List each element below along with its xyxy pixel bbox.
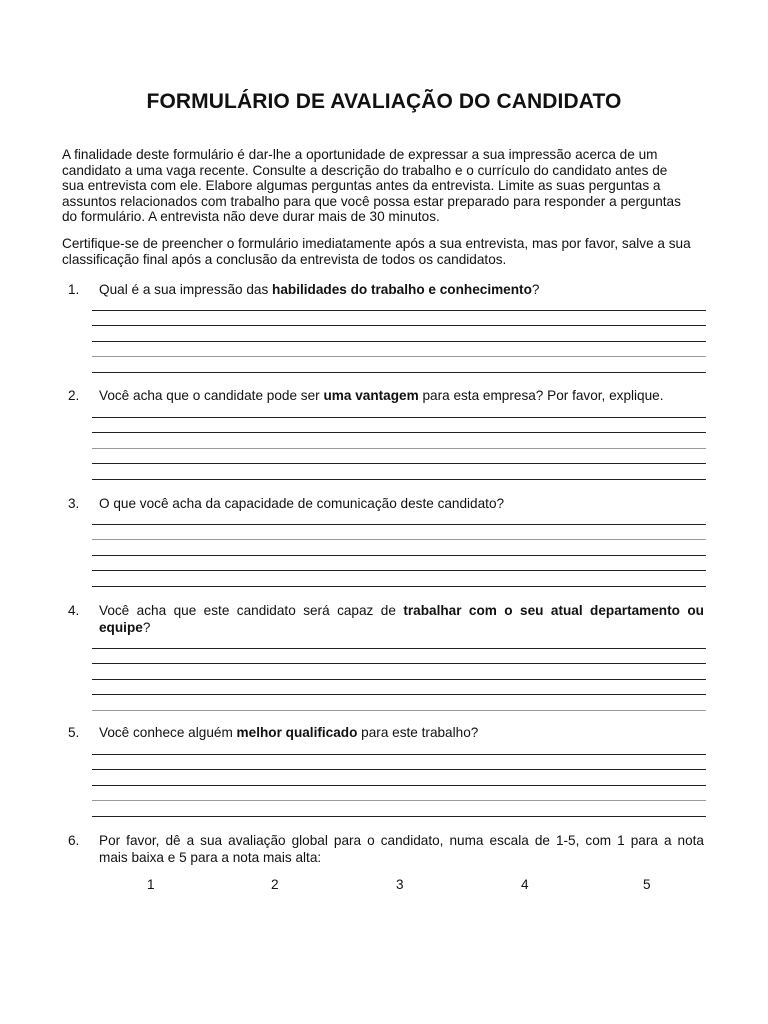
answer-line[interactable] (92, 372, 706, 373)
answer-line[interactable] (92, 816, 706, 817)
answer-line[interactable] (92, 800, 706, 801)
answer-line[interactable] (92, 586, 706, 587)
question-text: Você acha que este candidato será capaz de trabalhar com o seu atual departamento ou equipe? (99, 603, 704, 635)
rating-option-2[interactable]: 2 (271, 877, 279, 892)
answer-line[interactable] (92, 679, 706, 680)
instructions-line: classificação final após a conclusão da entrevista de todos os candidatos. (62, 251, 507, 267)
intro-line: sua entrevista com ele. Elabore algumas perguntas antes da entrevista. Limite as suas perguntas a (62, 178, 661, 193)
answer-line[interactable] (92, 694, 706, 695)
answer-line[interactable] (92, 785, 706, 786)
question-text: O que você acha da capacidade de comunicação deste candidato? (99, 496, 505, 511)
question-number: 2. (68, 388, 80, 403)
answer-line[interactable] (92, 570, 706, 571)
answer-line[interactable] (92, 663, 706, 664)
question-number: 4. (68, 603, 80, 618)
answer-line[interactable] (92, 341, 706, 342)
answer-line[interactable] (92, 769, 706, 770)
instructions-paragraph (62, 236, 712, 267)
rating-option-5[interactable]: 5 (643, 877, 651, 892)
question-text: Qual é a sua impressão das habilidades do trabalho e conhecimento? (99, 282, 540, 297)
question-number: 6. (68, 833, 80, 848)
answer-line[interactable] (92, 448, 706, 449)
answer-line[interactable] (92, 310, 706, 311)
intro-paragraph (62, 147, 712, 225)
answer-line[interactable] (92, 524, 706, 525)
question-text: Por favor, dê a sua avaliação global para o candidato, numa escala de 1-5, com 1 para a nota mais baixa e 5 para a nota mais alta: (99, 833, 704, 865)
intro-line: A finalidade deste formulário é dar-lhe a oportunidade de expressar a sua impressão acerca de um (62, 147, 658, 162)
intro-line: do formulário. A entrevista não deve durar mais de 30 minutos. (62, 209, 440, 224)
question-text: Você acha que o candidate pode ser uma vantagem para esta empresa? Por favor, explique. (99, 388, 664, 403)
answer-line[interactable] (92, 555, 706, 556)
answer-line[interactable] (92, 325, 706, 326)
answer-line[interactable] (92, 710, 706, 711)
question-number: 1. (68, 282, 80, 297)
rating-option-3[interactable]: 3 (396, 877, 404, 892)
form-title: FORMULÁRIO DE AVALIAÇÃO DO CANDIDATO (146, 90, 622, 113)
instructions-line: Certifique-se de preencher o formulário imediatamente após a sua entrevista, mas por favor, salve a sua (62, 236, 691, 251)
answer-line[interactable] (92, 463, 706, 464)
question-number: 3. (68, 496, 80, 511)
answer-line[interactable] (92, 479, 706, 480)
answer-line[interactable] (92, 356, 706, 357)
answer-line[interactable] (92, 417, 706, 418)
answer-line[interactable] (92, 648, 706, 649)
question-text: Você conhece alguém melhor qualificado para este trabalho? (99, 725, 479, 740)
question-number: 5. (68, 725, 80, 740)
rating-option-4[interactable]: 4 (521, 877, 529, 892)
answer-line[interactable] (92, 539, 706, 540)
intro-line: assuntos relacionados com trabalho para que você possa estar preparado para responder a perguntas (62, 193, 681, 209)
rating-option-1[interactable]: 1 (147, 877, 155, 892)
answer-line[interactable] (92, 432, 706, 433)
intro-line: candidato a uma vaga recente. Consulte a descrição do trabalho e o currículo do candidato antes de (62, 162, 668, 178)
answer-line[interactable] (92, 754, 706, 755)
